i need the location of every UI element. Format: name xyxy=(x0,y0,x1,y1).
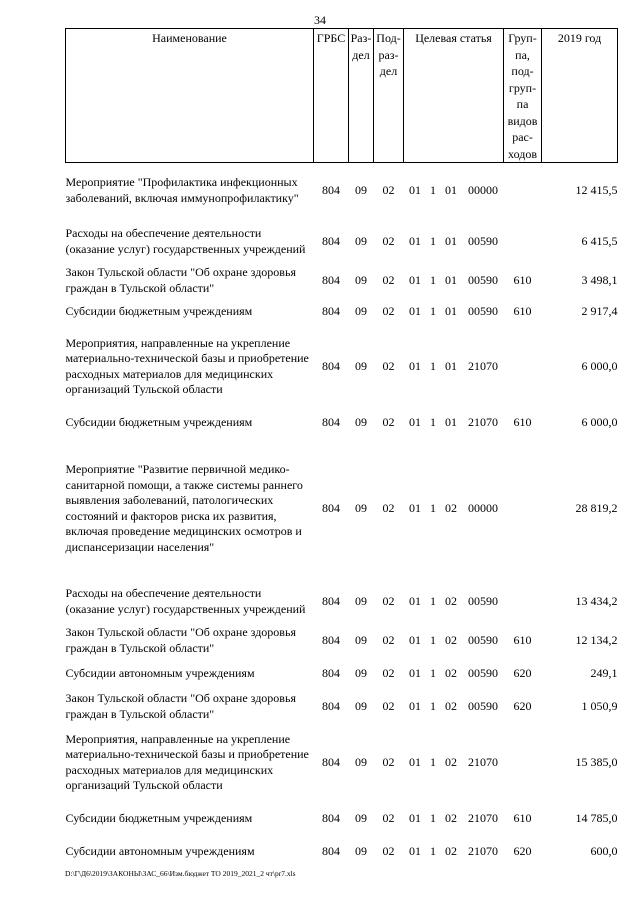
row-target-subprogram: 1 xyxy=(430,358,436,373)
table-row xyxy=(66,691,618,723)
row-grbs: 804 xyxy=(322,665,340,680)
row-grbs: 804 xyxy=(322,272,340,287)
row-amount: 3 498,1 xyxy=(581,272,618,287)
row-target-program: 01 xyxy=(409,843,421,858)
row-target-program: 01 xyxy=(409,183,421,197)
row-podrazdel: 02 xyxy=(382,272,395,287)
row-amount: 600,0 xyxy=(590,843,618,858)
row-grbs: 804 xyxy=(322,698,340,713)
file-path-footer: D:\Г\Д6\2019\ЗАКОНЫ\ЗАС_66\Изм.бюджет ТО 2019_2021_2 чт\pr7.xls xyxy=(65,869,296,878)
row-target-subprogram: 1 xyxy=(430,303,436,318)
row-target-main: 02 xyxy=(445,810,457,825)
table-row xyxy=(66,579,618,625)
row-amount: 28 819,2 xyxy=(575,500,618,515)
budget-table xyxy=(65,28,618,869)
row-razdel: 09 xyxy=(355,698,367,713)
row-target-program: 01 xyxy=(409,810,421,825)
row-target-subprogram: 1 xyxy=(430,183,436,197)
row-target-direction: 00590 xyxy=(468,272,498,287)
header-podrazdel: Под-раз-дел xyxy=(374,29,404,163)
row-target-direction: 00590 xyxy=(468,593,498,608)
row-amount: 12 415,5 xyxy=(575,183,618,197)
row-target-program: 01 xyxy=(409,754,421,769)
row-grbs: 804 xyxy=(322,358,340,373)
row-amount: 6 415,5 xyxy=(581,233,618,248)
row-podrazdel: 02 xyxy=(382,810,395,825)
row-podrazdel: 02 xyxy=(382,754,395,769)
row-target-main: 02 xyxy=(445,593,457,608)
row-razdel: 09 xyxy=(355,272,367,287)
row-target-main: 02 xyxy=(445,843,457,858)
row-name: Закон Тульской области "Об охране здоровья граждан в Тульской области" xyxy=(65,691,296,721)
table-row xyxy=(66,625,618,657)
header-razdel: Раз-дел xyxy=(349,29,374,163)
row-name: Субсидии бюджетным учреждениям xyxy=(65,810,253,825)
row-razdel: 09 xyxy=(355,754,367,769)
row-expense-type xyxy=(504,579,542,625)
table-row xyxy=(66,723,618,803)
row-target-direction: 21070 xyxy=(468,414,498,429)
row-grbs: 804 xyxy=(322,843,340,858)
row-expense-type: 610 xyxy=(513,272,532,287)
row-target-direction: 21070 xyxy=(468,810,498,825)
row-amount: 249,1 xyxy=(590,665,618,680)
row-target-main: 02 xyxy=(445,665,457,680)
row-expense-type: 610 xyxy=(513,632,532,647)
row-target-main: 01 xyxy=(445,183,457,197)
row-grbs: 804 xyxy=(322,500,340,515)
table-row xyxy=(66,327,618,407)
row-grbs: 804 xyxy=(322,593,340,608)
row-target-subprogram: 1 xyxy=(430,500,436,515)
row-target-subprogram: 1 xyxy=(430,754,436,769)
row-expense-type: 620 xyxy=(513,843,532,858)
row-razdel: 09 xyxy=(355,665,367,680)
table-row xyxy=(66,835,618,869)
row-target-direction: 21070 xyxy=(468,754,498,769)
row-name: Закон Тульской области "Об охране здоровья граждан в Тульской области" xyxy=(65,265,296,295)
row-target-program: 01 xyxy=(409,272,421,287)
row-name: Мероприятие "Развитие первичной медико-санитарной помощи, а также системы раннего выявления заболеваний, патологических состояний и факторов риска их развития, включая проведение медицинских осмотров и диспансеризации населения" xyxy=(65,462,303,554)
row-razdel: 09 xyxy=(355,632,367,647)
row-amount: 1 050,9 xyxy=(581,698,618,713)
row-target-program: 01 xyxy=(409,303,421,318)
row-razdel: 09 xyxy=(355,183,367,197)
row-expense-type: 620 xyxy=(513,698,532,713)
header-target: Целевая статья xyxy=(404,29,504,163)
row-target-main: 01 xyxy=(445,358,457,373)
row-target-direction: 00000 xyxy=(468,500,498,515)
row-podrazdel: 02 xyxy=(382,414,395,429)
row-target-direction: 00590 xyxy=(468,233,498,248)
row-target-program: 01 xyxy=(409,414,421,429)
table-row xyxy=(66,265,618,297)
row-target-direction: 00000 xyxy=(468,183,498,197)
row-target-subprogram: 1 xyxy=(430,665,436,680)
row-razdel: 09 xyxy=(355,358,367,373)
row-target-program: 01 xyxy=(409,233,421,248)
row-target-program: 01 xyxy=(409,698,421,713)
row-target-direction: 00590 xyxy=(468,303,498,318)
row-name: Закон Тульской области "Об охране здоровья граждан в Тульской области" xyxy=(65,625,296,655)
table-row xyxy=(66,219,618,265)
row-grbs: 804 xyxy=(322,632,340,647)
row-name: Мероприятия, направленные на укрепление материально-технической базы и приобретение расходных материалов для медицинских организаций Тульской области xyxy=(65,335,309,396)
row-name: Мероприятие "Профилактика инфекционных заболеваний, включая иммунопрофилактику" xyxy=(65,175,299,205)
row-grbs: 804 xyxy=(322,754,340,769)
row-podrazdel: 02 xyxy=(382,665,395,680)
row-amount: 14 785,0 xyxy=(575,810,618,825)
header-group: Груп-па, под-груп-па видов рас-ходов xyxy=(504,29,542,163)
page-number: 34 xyxy=(314,13,326,27)
row-amount: 13 434,2 xyxy=(575,593,618,608)
row-amount: 12 134,2 xyxy=(575,632,618,647)
row-target-direction: 21070 xyxy=(468,358,498,373)
row-amount: 15 385,0 xyxy=(575,754,618,769)
row-podrazdel: 02 xyxy=(382,632,395,647)
table-row xyxy=(66,297,618,327)
row-target-direction: 00590 xyxy=(468,632,498,647)
row-amount: 6 000,0 xyxy=(581,414,618,429)
row-target-main: 02 xyxy=(445,754,457,769)
row-name: Субсидии автономным учреждениям xyxy=(65,843,255,858)
row-expense-type xyxy=(504,439,542,579)
row-target-subprogram: 1 xyxy=(430,233,436,248)
row-name: Субсидии бюджетным учреждениям xyxy=(65,303,253,318)
row-target-subprogram: 1 xyxy=(430,593,436,608)
row-grbs: 804 xyxy=(322,183,340,197)
row-grbs: 804 xyxy=(322,414,340,429)
row-expense-type xyxy=(504,219,542,265)
table-body xyxy=(66,163,618,869)
table-row xyxy=(66,407,618,439)
row-target-subprogram: 1 xyxy=(430,414,436,429)
row-expense-type xyxy=(504,163,542,219)
row-name: Субсидии бюджетным учреждениям xyxy=(65,414,253,429)
row-podrazdel: 02 xyxy=(382,183,395,197)
row-target-main: 02 xyxy=(445,698,457,713)
row-target-main: 01 xyxy=(445,414,457,429)
row-target-subprogram: 1 xyxy=(430,272,436,287)
row-expense-type xyxy=(504,327,542,407)
row-podrazdel: 02 xyxy=(382,500,395,515)
row-name: Расходы на обеспечение деятельности (оказание услуг) государственных учреждений xyxy=(65,226,306,256)
row-name: Расходы на обеспечение деятельности (оказание услуг) государственных учреждений xyxy=(65,586,306,616)
table-row xyxy=(66,803,618,835)
row-razdel: 09 xyxy=(355,233,367,248)
row-grbs: 804 xyxy=(322,810,340,825)
row-expense-type: 610 xyxy=(513,414,532,429)
row-name: Мероприятия, направленные на укрепление материально-технической базы и приобретение расходных материалов для медицинских организаций Тульской области xyxy=(65,731,309,792)
header-name: Наименование xyxy=(66,29,314,163)
row-name: Субсидии автономным учреждениям xyxy=(65,665,255,680)
table-row xyxy=(66,163,618,219)
row-target-main: 02 xyxy=(445,500,457,515)
row-target-main: 01 xyxy=(445,233,457,248)
table-row xyxy=(66,657,618,691)
row-target-main: 01 xyxy=(445,272,457,287)
row-target-main: 02 xyxy=(445,632,457,647)
row-podrazdel: 02 xyxy=(382,358,395,373)
row-amount: 6 000,0 xyxy=(581,358,618,373)
row-target-direction: 00590 xyxy=(468,665,498,680)
row-razdel: 09 xyxy=(355,593,367,608)
row-target-program: 01 xyxy=(409,593,421,608)
row-podrazdel: 02 xyxy=(382,593,395,608)
row-grbs: 804 xyxy=(322,303,340,318)
row-razdel: 09 xyxy=(355,810,367,825)
row-razdel: 09 xyxy=(355,500,367,515)
row-razdel: 09 xyxy=(355,303,367,318)
row-target-subprogram: 1 xyxy=(430,632,436,647)
row-expense-type: 620 xyxy=(513,665,532,680)
table-header-row xyxy=(66,29,618,163)
row-target-program: 01 xyxy=(409,665,421,680)
row-expense-type: 610 xyxy=(513,810,532,825)
row-target-main: 01 xyxy=(445,303,457,318)
row-target-program: 01 xyxy=(409,500,421,515)
row-amount: 2 917,4 xyxy=(581,303,618,318)
header-year: 2019 год xyxy=(542,29,618,163)
row-expense-type: 610 xyxy=(513,303,532,318)
row-target-direction: 21070 xyxy=(468,843,498,858)
row-razdel: 09 xyxy=(355,843,367,858)
row-target-program: 01 xyxy=(409,358,421,373)
row-podrazdel: 02 xyxy=(382,303,395,318)
row-target-program: 01 xyxy=(409,632,421,647)
table-row xyxy=(66,439,618,579)
row-grbs: 804 xyxy=(322,233,340,248)
row-podrazdel: 02 xyxy=(382,233,395,248)
row-podrazdel: 02 xyxy=(382,843,395,858)
row-target-subprogram: 1 xyxy=(430,698,436,713)
row-podrazdel: 02 xyxy=(382,698,395,713)
row-target-direction: 00590 xyxy=(468,698,498,713)
header-grbs: ГРБС xyxy=(314,29,349,163)
row-razdel: 09 xyxy=(355,414,367,429)
row-target-subprogram: 1 xyxy=(430,843,436,858)
row-expense-type xyxy=(504,723,542,803)
row-target-subprogram: 1 xyxy=(430,810,436,825)
